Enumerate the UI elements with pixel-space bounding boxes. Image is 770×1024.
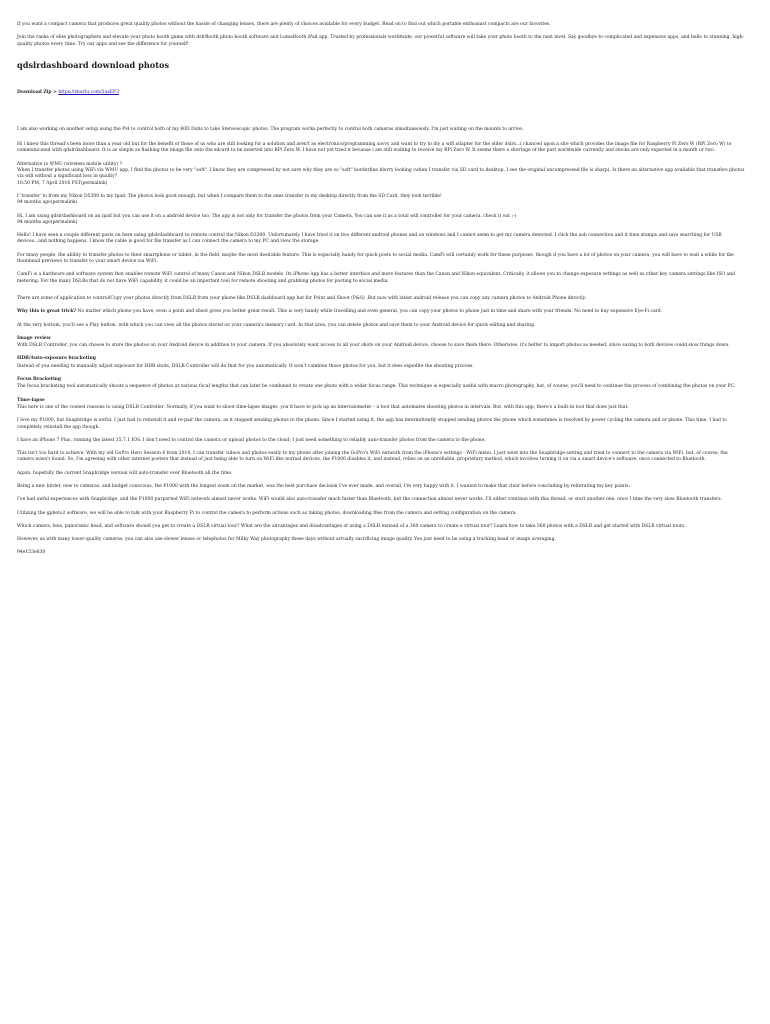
section-image-review <box>17 336 746 350</box>
paragraph-play-button: At the very bottom, you'll see a Play button, with which you can view all the photos stored on your camera's memory card. In that area, you can delete photos and save them to your Android device for quick editing and sharing. <box>17 322 536 328</box>
section-heading: HDR/Auto-exposure bracketing <box>17 356 96 362</box>
section-time-lapse <box>17 398 746 412</box>
question-timestamp: 10:50 PM, 7 April 2016 PST(permalink) <box>17 180 108 186</box>
page-title: qdslrdashboard download photos <box>17 59 170 70</box>
great-trick-text: No matter which phone you have, even a point and shoot gives you better great result. This is very handy while travelling and even general, you can copy your photos to phone just in time and share with your friends. No need to buy expensive Eye-Fi card. <box>76 309 663 315</box>
download-link[interactable]: https://shurlu.com/2uzEF3 <box>58 89 120 95</box>
comment-permalink: 94 months ago(permalink) <box>17 219 78 225</box>
paragraph-apps: There are some of application to control/Copy your photos directly from DSLR from your phone like DSLR dashboard app but for Point and Shoot (P&S) .But now with latest android release you can copy any camera photos to Android Phone directly. <box>17 295 587 301</box>
paragraph-rpi-zero: Hi i knew this thread's been more than a year old but for the benefit of those of us who are still looking for a solution and aren't as electronics/programming savvy and want to try to diy a wifi adapter for the older dslrs...i chanced upon a site which provides the image file for Raspberry Pi Zero W (RPi Zero W) to communicated with qdslrdashboard. It is as simple as flashing the image file onto the sdcard to be inserted into RPi Zero W. I have not yet tried it because i am still waiting to receive my RPi Zero W. It seems there a shortage of the part worldwide currently and stocks are only expected in a month or two. <box>17 142 732 154</box>
section-body: The focus bracketing tool automatically shoots a sequence of photos at various focal lengths that can later be combined to create one photo with a wider focus range. This technique is especially useful with macro photography, but, of course, you'll need to continue the process of combining the photos on your PC. <box>17 384 736 390</box>
paragraph-camfi: CamFi is a hardware and software system that enables remote WiFi control of many Canon and Nikon DSLR models. Its iPhone App has a better interface and more features than the Canon and Nikon equivalent. Critically, it allows you to change exposure settings as well as other key camera settings like ISO and metering. For the many DSLRs that do not have WiFi capability, it could be an important tool for remote shooting and grabbing photos for posting to social media. <box>17 272 735 284</box>
paragraph-gopro: This isn't too hard to achieve. With my old GoPro Hero Session 4 from 2014, I can transfer videos and photos easily to my phone after joining the GoPro's WiFi network from the iPhone's settings - WiFi menu. I just went into the Snapbridge setting and tried to connect to the camera via WiFi, but, of course, the camera wasn't found. So, I'm agreeing with other internet posters that instead of just being able to turn on WiFi like normal devices, the P1000 disables it, and instead, relies on an unreliable, proprietary method, which involves turning it on via a smart device's software, once connected to Bluetooth. <box>17 451 728 463</box>
comment-body: Hi. I am using qdslrdashboard on an ipad but you can use it on a android device too. The app is not only for transfer the photos from your Camera. You can use it as a total wifi controller for your camera. check it out :-) <box>17 213 517 219</box>
paragraph-iphone: I have an iPhone 7 Plus, running the latest 15.7.1 IOS. I don't need to control the camera or upload photos to the cloud; I just need something to reliably auto-transfer photos from the camera to the phone. <box>17 437 486 443</box>
question-title: Alternative to WMU (wireless mobile utility) ? <box>17 161 122 167</box>
comment-qdslr <box>17 214 746 227</box>
intro-paragraph-1: If you want a compact camera that produces great quality photos without the hassle of changing lenses, there are plenty of choices available for every budget. Read on to find out which portable enthusiast compacts are our favorites. <box>17 22 551 27</box>
question-wmu <box>17 162 746 187</box>
section-focus-bracketing <box>17 377 746 391</box>
paragraph-p1000: I love my P1000, but Snapbridge is awful. I just had to reinstall it and re-pair the camera, as it stopped sending photos to the phone. Since I started using it, the app has intermittently stopped sending photos the phone which sometimes is resolved by power cycling the camera and or phone. This time, I had to completely reinstall the app though. <box>17 418 727 430</box>
great-trick-lead: Why this is great trick? <box>17 309 77 315</box>
section-body: Instead of you needing to manually adjust exposure for HDR shots, DSLR Controller will do that for you automatically. It won't combine those photos for you, but it does expedite the shooting process. <box>17 363 474 369</box>
paragraph-great-trick <box>17 309 746 315</box>
intro-paragraph-2: Join the ranks of elite photographers and elevate your photo booth game with dslrBooth photo booth software and LumaBooth iPad app. Trusted by professionals worldwide, our powerful software will take your photo booth to the next level. Say goodbye to complicated and expensive apps, and hello to stunning, high-quality photos every time. Try our apps and see the difference for yourself! <box>17 35 745 47</box>
paragraph-gphoto2: Utilizing the gphoto2 software, we will be able to talk with your Raspberry Pi to control the camera to perform actions such as taking photos, downloading files from the camera and setting configuration on the camera. <box>17 510 517 516</box>
download-line <box>17 90 746 96</box>
section-body: With DSLR Controller, you can choose to store the photos on your Android device in addition to your camera. If you absolutely want access to all your shots on your Android device, choose to save them there. Otherwise, it's better to import photos as needed, since saving to both devices could slow things down. <box>17 343 730 349</box>
section-heading: Focus Bracketing <box>17 377 62 383</box>
section-heading: Image review <box>17 335 51 341</box>
section-body: This here is one of the coolest reasons to using DSLR Controller. Normally, if you want to shoot time-lapse images, you'd have to pick up an intervalometer – a tool that automates shooting photos in intervals. But, with this app, there's a built-in tool that does just that. <box>17 404 629 410</box>
paragraph-virtual-tour: Which camera, lens, panoramic head, and software should you get to create a DSLR virtual tour? What are the advantages and disadvantages of using a DSLR instead of a 360 camera to create a virtual tour? Learn how to take 360 photos with a DSLR and get started with DSLR virtual tours. <box>17 523 686 529</box>
paragraph-stereoscopic: I am also working on another setup using the Pi4 to control both of my 60D Duhs to take Stereoscopic photos. The program works perfectly to control both cameras simultaneously. I'm just waiting on the mounts to arrive. <box>17 126 524 132</box>
paragraph-milky-way: However, as with many lower-quality cameras, you can also use slower lenses or telephotos for Milky Way photography these days without actually sacrificing image quality. You just need to be using a tracking head or image averaging. <box>17 537 556 543</box>
question-body: When I transfer photos using WiFi via WMU app, I find the photos to be very "soft". I know they are compressed by not sure why they are so "soft" borderline blurry looking (when I transfer via SD card to desktop, I see the original uncompressed file is sharp). Is there an alternative app available that transfers photos via wifi without a significant loss in quality? <box>17 168 745 180</box>
paragraph-d3300: Hello! I have seen a couple different posts on here using qdslrdashboard to remote control the Nikon D3300. Unfortunately I have tried it on two different android phones and on windows and I cannot seem to get my camera detected. I click the usb connection and it time stamps and says searching for USB devices...and nothing happens. I know the cable is good for file transfer as I can connect the camera to my PC and view the storage. <box>17 233 722 245</box>
paragraph-hopefully: Again, hopefully the current Snapbridge version will auto-transfer over Bluetooth all the time. <box>17 470 233 476</box>
section-heading: Time-lapse <box>17 397 45 403</box>
paragraph-new-birder: Being a new birder, new to cameras, and budget conscious, the P1000 with the longest zoom on the market, was the best purchase decision I've ever made, and overall, I'm very happy with it. I wanted to make that clear before concluding by reiterating my key points: <box>17 483 631 489</box>
comment-transfer <box>17 194 746 207</box>
paragraph-transfer-field: For many people, the ability to transfer photos to their smartphone or tablet, in the field, maybe the most desirable feature. This is especially handy for quick posts to social media. CamFi will certainly work for these purposes, though if you have a lot of photos on your camera, you will have to wait a while for the thumbnail previews to transfer to your smart device via WiFi. <box>17 252 734 265</box>
comment-permalink: 94 months ago(permalink) <box>17 200 78 206</box>
comment-body: I 'transfer' to from my Nikon D5300 to my Ipad. The photos look good enough, but when I compare them to the ones transfer to my desktop directly from the SD Card, they look terrible! <box>17 193 442 199</box>
footer-code: 94e153e030 <box>17 550 46 556</box>
paragraph-snapbridge: I've had awful experiences with Snapbridge, and the P1000 purported WiFi network almost never works. WiFi would also auto-transfer much faster than Bluetooth, but the connection almost never works. I'll either continue with this thread, or start another one, once I time the very slow Bluetooth transfers. <box>17 497 722 503</box>
download-label: Download Zip > <box>17 89 57 95</box>
section-hdr <box>17 356 746 370</box>
